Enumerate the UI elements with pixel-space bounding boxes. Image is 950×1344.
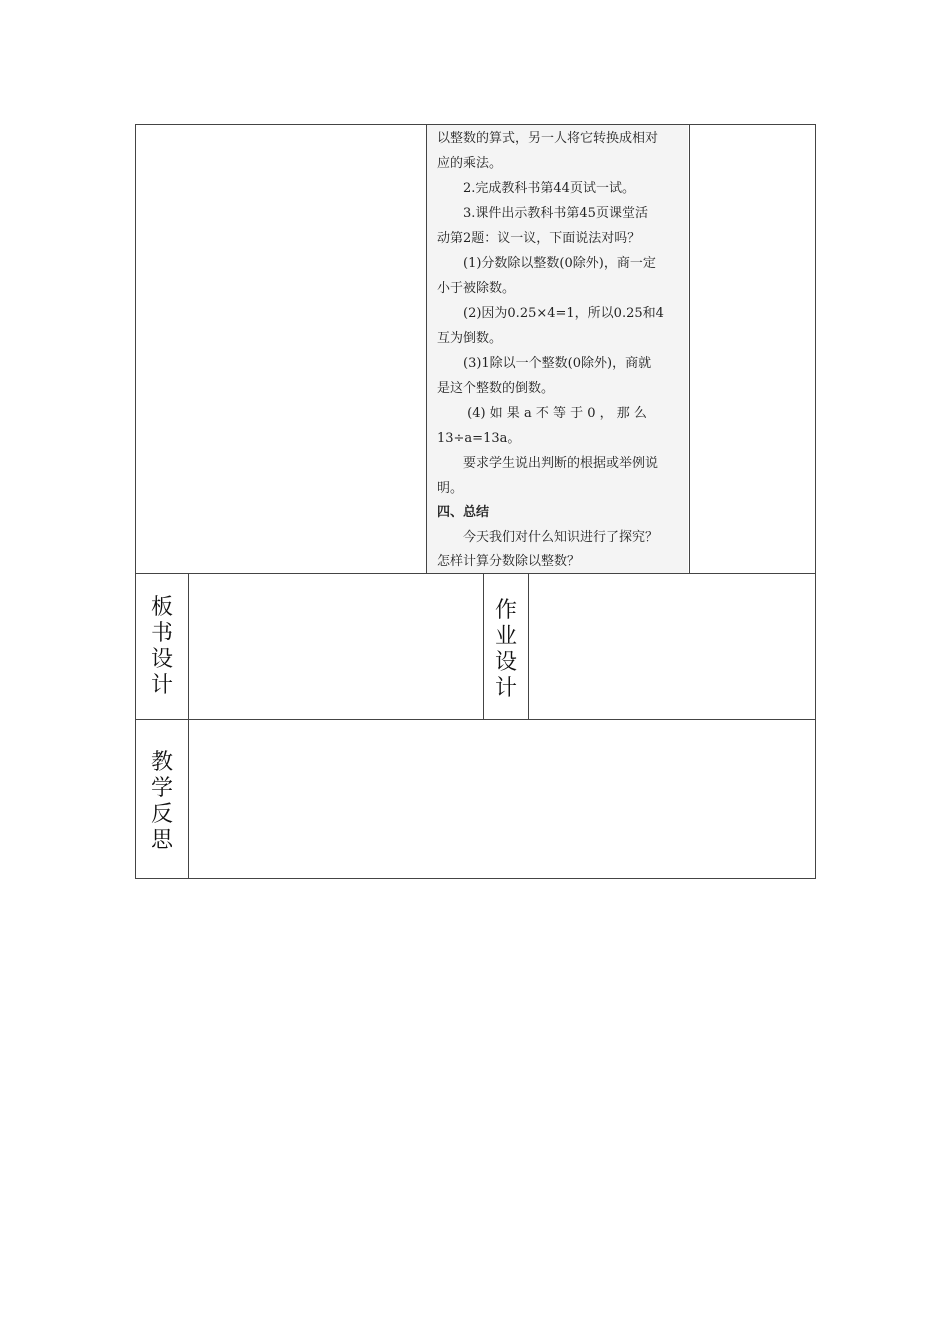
section-heading-summary: 四、总结 (437, 505, 490, 520)
teaching-reflection-content (190, 721, 814, 877)
process-line: 应的乘法。 (437, 156, 503, 171)
process-line: (4) 如 果 a 不 等 于 0 ， 那 么 (437, 406, 647, 421)
process-line: 互为倒数。 (437, 331, 503, 346)
homework-design-content (530, 575, 814, 718)
table-right-border (815, 124, 816, 879)
row-divider-reflection (135, 719, 816, 720)
process-line: 要求学生说出判断的根据或举例说 (437, 456, 659, 471)
homework-label-left-border (483, 573, 484, 720)
process-line: 13÷a=13a。 (437, 431, 521, 446)
homework-design-label: 作业设计 (494, 598, 517, 701)
process-right-border (689, 124, 690, 574)
process-line: 以整数的算式，另一人将它转换成相对 (437, 131, 659, 146)
process-line: 今天我们对什么知识进行了探究？ (437, 530, 659, 545)
table-left-border (135, 124, 136, 879)
process-line: (1)分数除以整数(0除外)，商一定 (437, 256, 656, 271)
row-divider-board (135, 573, 816, 574)
process-line: 3.课件出示教科书第45页课堂活 (437, 206, 648, 221)
process-line: 怎样计算分数除以整数？ (437, 554, 581, 569)
homework-label-right-border (528, 573, 529, 720)
label-column-border (188, 573, 189, 879)
process-line: 明。 (437, 481, 464, 496)
process-line: 是这个整数的倒数。 (437, 381, 555, 396)
board-design-label: 板书设计 (150, 595, 173, 698)
teaching-process-cell (427, 125, 688, 573)
teaching-reflection-label: 教学反思 (150, 750, 173, 853)
table-bottom-border (135, 878, 816, 879)
board-design-content (190, 575, 482, 718)
process-line: 小于被除数。 (437, 281, 516, 296)
process-line: 2.完成教科书第44页试一试。 (437, 181, 635, 196)
process-line: 动第2题：议一议，下面说法对吗？ (437, 231, 641, 246)
process-line: (3)1除以一个整数(0除外)，商就 (437, 356, 652, 371)
process-line: (2)因为0.25×4=1，所以0.25和4 (437, 306, 664, 321)
